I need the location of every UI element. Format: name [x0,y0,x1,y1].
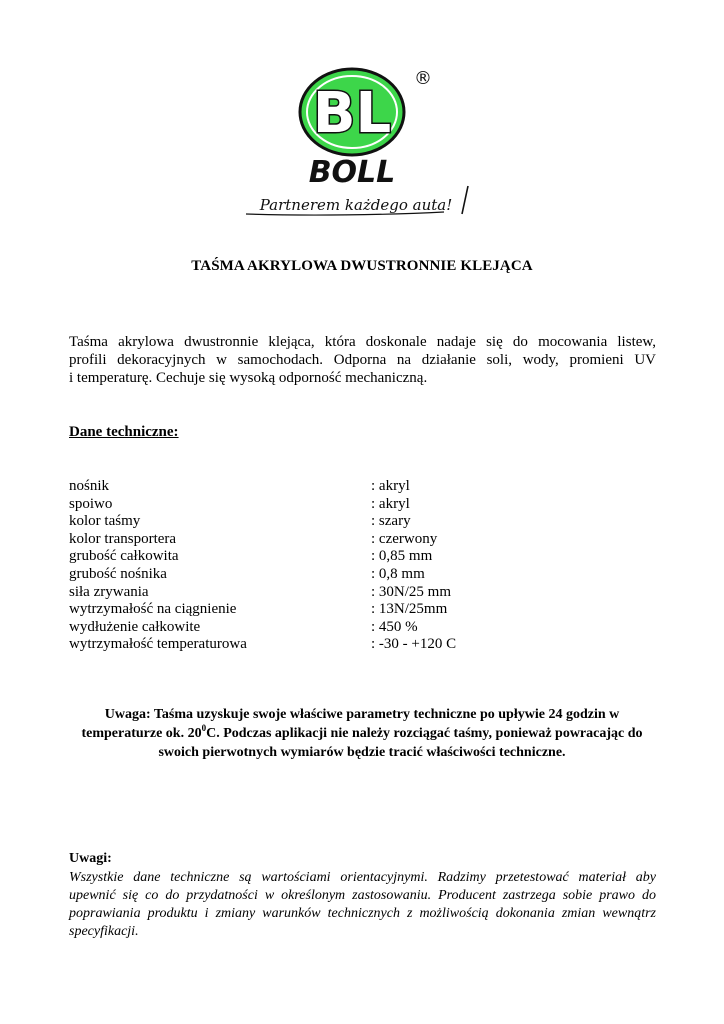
remarks-line: Wszystkie dane techniczne są wartościami orientacyjnymi. Radzimy przetestować materiał aby [69,870,656,885]
spec-label: siła zrywania [69,583,149,600]
slogan-signature [246,186,468,215]
spec-label: nośnik [69,478,110,494]
remarks-line: poprawiania produktu i zmiany warunków technicznych z możliwością dokonania zmian wewnątrz [69,906,656,921]
spec-label: kolor taśmy [69,513,141,530]
spec-label: wytrzymałość temperaturowa [69,636,247,653]
spec-label: kolor transportera [69,530,177,547]
note-line2-end: C. Podczas aplikacji nie należy rozciągać taśmy, ponieważ powracając do [206,726,643,741]
spec-value: : 0,85 mm [371,548,433,565]
spec-label: spoiwo [69,495,113,512]
spec-value: : 450 % [371,618,418,635]
spec-row [69,478,629,496]
tech-data-heading: Dane techniczne: [69,424,179,440]
spec-row [69,513,629,531]
spec-value: : -30 - +120 C [371,636,457,653]
degree-superscript: 0 [201,723,207,733]
remarks-heading: Uwagi: [69,851,112,866]
logo-slogan: Partnerem każdego auta! [259,196,453,214]
spec-row [69,548,629,566]
intro-paragraph [69,333,656,387]
note-line2-start: temperaturze ok. 20 [81,726,202,741]
intro-line: profili dekoracyjnych w samochodach. Odporna na działanie soli, wody, promieni UV [69,352,656,368]
spec-row [69,636,629,654]
registered-mark: ® [414,68,432,89]
spec-label: grubość nośnika [69,565,167,582]
spec-row [69,601,629,619]
spec-row [69,584,629,602]
warning-note [60,705,664,762]
spec-row [69,566,629,584]
spec-row [69,496,629,514]
spec-row [69,619,629,637]
spec-value: : szary [371,513,411,530]
spec-label: grubość całkowita [69,548,179,565]
spec-value: : akryl [371,495,410,512]
spec-label: wydłużenie całkowite [69,618,201,635]
document-title: TAŚMA AKRYLOWA DWUSTRONNIE KLEJĄCA [191,258,533,274]
spec-value: : czerwony [371,530,438,547]
intro-line: Taśma akrylowa dwustronnie klejąca, która doskonale nadaje się do mocowania listew, [69,334,656,350]
note-line: Uwaga: Taśma uzyskuje swoje właściwe parametry techniczne po upływie 24 godzin w [104,707,620,722]
spec-value: : 13N/25mm [371,601,448,618]
logo-brand: BOLL [308,155,396,190]
spec-label: wytrzymałość na ciągnienie [69,601,237,618]
boll-logo [236,66,486,222]
note-line: swoich pierwotnych wymiarów będzie tracić właściwości techniczne. [158,745,566,760]
logo-monogram: BL [312,81,392,146]
intro-line: i temperaturę. Cechuje się wysoką odporność mechaniczną. [69,370,428,386]
note-line [60,724,664,743]
remarks-line: upewnić się co do przydatności w określonym zastosowaniu. Producent zastrzega sobie prawo do [69,888,656,903]
spec-row [69,531,629,549]
remarks-paragraph [69,869,656,941]
remarks-line: specyfikacji. [69,924,139,939]
spec-value: : 0,8 mm [371,565,425,582]
spec-value: : akryl [371,478,410,494]
boll-logo-graphic [236,66,486,222]
spec-value: : 30N/25 mm [371,583,452,600]
spec-table [69,478,629,654]
